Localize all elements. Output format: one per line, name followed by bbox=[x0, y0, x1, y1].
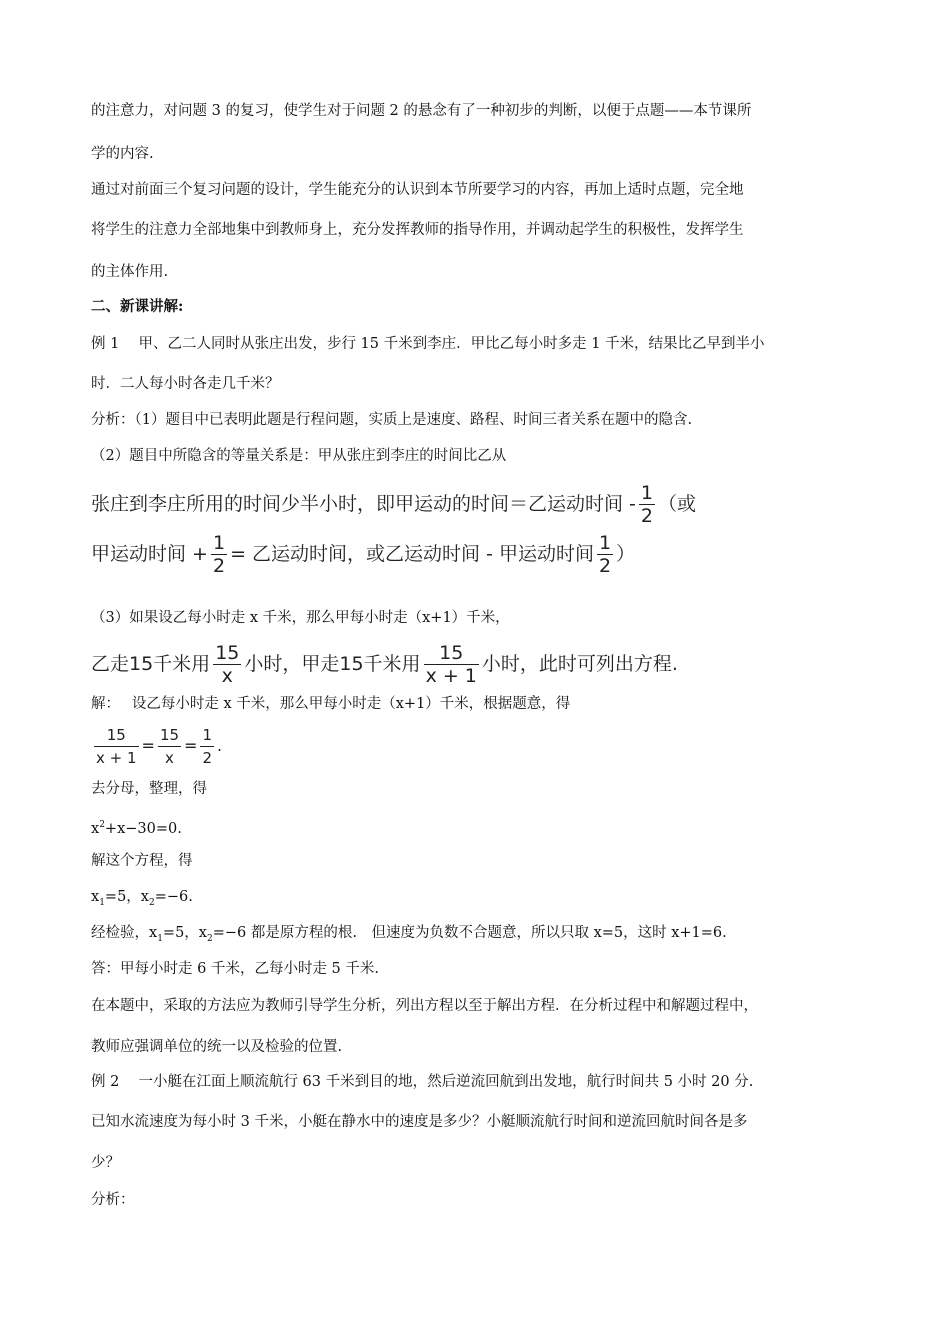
fraction bbox=[200, 725, 214, 768]
denominator: 2 bbox=[202, 749, 212, 767]
equation-line-3 bbox=[91, 640, 870, 688]
fraction bbox=[158, 725, 181, 768]
exponent: 2 bbox=[99, 820, 105, 830]
numerator: 15 bbox=[159, 726, 180, 744]
numerator: 1 bbox=[202, 726, 212, 744]
solution-line bbox=[91, 923, 870, 949]
expression: 经检验，x bbox=[91, 925, 158, 941]
fraction bbox=[211, 533, 227, 576]
paragraph-line: 将学生的注意力全部地集中到教师身上，充分发挥教师的指导作用，并调动起学生的积极性，发挥学生 bbox=[91, 222, 744, 238]
operator: = bbox=[141, 736, 155, 755]
numerator: 1 bbox=[212, 532, 226, 554]
numerator: 15 bbox=[439, 642, 464, 664]
answer-line: 答：甲每小时走 6 千米，乙每小时走 5 千米. bbox=[91, 961, 379, 977]
analysis-line: （3）如果设乙每小时走 x 千米，那么甲每小时走（x+1）千米， bbox=[91, 610, 510, 626]
fraction bbox=[639, 483, 655, 526]
solution-line: 去分母，整理，得 bbox=[91, 781, 207, 797]
analysis-line: 分析： bbox=[91, 1192, 135, 1208]
operator: = bbox=[184, 736, 198, 755]
analysis-line: （2）题目中所隐含的等量关系是：甲从张庄到李庄的时间比乙从 bbox=[91, 448, 507, 464]
example-1-text: 时．二人每小时各走几千米？ bbox=[91, 376, 280, 392]
equation-text: 甲运动时间 + bbox=[91, 543, 208, 565]
denominator: x bbox=[165, 749, 174, 767]
expression: =−6. bbox=[154, 889, 193, 905]
denominator: 2 bbox=[640, 505, 653, 527]
equation-text: 小时，甲走15千米用 bbox=[244, 653, 421, 675]
fraction bbox=[597, 533, 613, 576]
equation-text: = 乙运动时间，或乙运动时间 - 甲运动时间 bbox=[230, 543, 594, 565]
denominator: x + 1 bbox=[425, 665, 477, 687]
numerator: 1 bbox=[640, 482, 653, 504]
solution-line bbox=[91, 887, 870, 913]
denominator: x + 1 bbox=[96, 749, 137, 767]
example-2-text: 少？ bbox=[91, 1155, 120, 1171]
fraction bbox=[424, 643, 479, 686]
numerator: 1 bbox=[598, 532, 612, 554]
denominator: 2 bbox=[212, 555, 226, 577]
solution-line: 解： 设乙每小时走 x 千米，那么甲每小时走（x+1）千米，根据题意，得 bbox=[91, 696, 571, 712]
variable: x bbox=[140, 889, 149, 905]
example-2-text: 例 2 一小艇在江面上顺流航行 63 千米到目的地，然后逆流回航到出发地，航行时间共 5 小时 20 分. bbox=[91, 1074, 754, 1090]
paragraph-line: 的注意力，对问题 3 的复习，使学生对于问题 2 的悬念有了一种初步的判断，以便于点题——本节课所 bbox=[91, 103, 752, 119]
denominator: 2 bbox=[598, 555, 612, 577]
variable: x bbox=[91, 820, 100, 837]
paragraph-line: 的主体作用. bbox=[91, 264, 169, 280]
operator: . bbox=[216, 736, 223, 755]
equation-text: ） bbox=[616, 543, 636, 565]
subscript: 1 bbox=[99, 897, 105, 908]
paragraph-line: 教师应强调单位的统一以及检验的位置. bbox=[91, 1039, 343, 1055]
expression: +x−30=0. bbox=[104, 820, 182, 837]
example-1-text: 例 1 甲、乙二人同时从张庄出发，步行 15 千米到李庄．甲比乙每小时多走 1 千米，结果比乙早到半小 bbox=[91, 336, 765, 352]
paragraph-line: 学的内容. bbox=[91, 146, 154, 162]
equation-line-4 bbox=[91, 722, 870, 770]
fraction bbox=[94, 725, 139, 768]
example-2-text: 已知水流速度为每小时 3 千米，小艇在静水中的速度是多少？小艇顺流航行时间和逆流回航时间各是多 bbox=[91, 1114, 748, 1130]
paragraph-line: 通过对前面三个复习问题的设计，学生能充分的认识到本节所要学习的内容，再加上适时点题，完全地 bbox=[91, 182, 744, 198]
subscript: 1 bbox=[157, 933, 163, 944]
paragraph-line: 在本题中，采取的方法应为教师引导学生分析，列出方程以至于解出方程．在分析过程中和解题过程中， bbox=[91, 998, 758, 1014]
fraction bbox=[213, 643, 241, 686]
expression: =−6 都是原方程的根. 但速度为负数不合题意，所以只取 x=5，这时 x+1=6. bbox=[212, 925, 727, 941]
equation-text: 小时，此时可列出方程. bbox=[481, 653, 678, 675]
subscript: 2 bbox=[206, 933, 213, 944]
equation-line-2 bbox=[91, 530, 870, 578]
expression: =5， bbox=[104, 889, 141, 905]
equation-text: （或 bbox=[658, 493, 697, 515]
equation-text: 乙走15千米用 bbox=[91, 653, 211, 675]
analysis-line: 分析：（1）题目中已表明此题是行程问题，实质上是速度、路程、时间三者关系在题中的隐含. bbox=[91, 412, 693, 428]
solution-line: 解这个方程，得 bbox=[91, 853, 193, 869]
numerator: 15 bbox=[106, 726, 126, 744]
equation-text: 张庄到李庄所用的时间少半小时，即甲运动的时间＝乙运动时间 - bbox=[91, 493, 636, 515]
subscript: 2 bbox=[148, 897, 155, 908]
equation-line-1 bbox=[91, 480, 870, 528]
numerator: 15 bbox=[215, 642, 240, 664]
variable: x bbox=[91, 889, 100, 905]
denominator: x bbox=[221, 665, 233, 687]
solution-line bbox=[91, 815, 870, 839]
expression: =5，x bbox=[162, 925, 207, 941]
section-heading: 二、新课讲解: bbox=[91, 298, 184, 315]
